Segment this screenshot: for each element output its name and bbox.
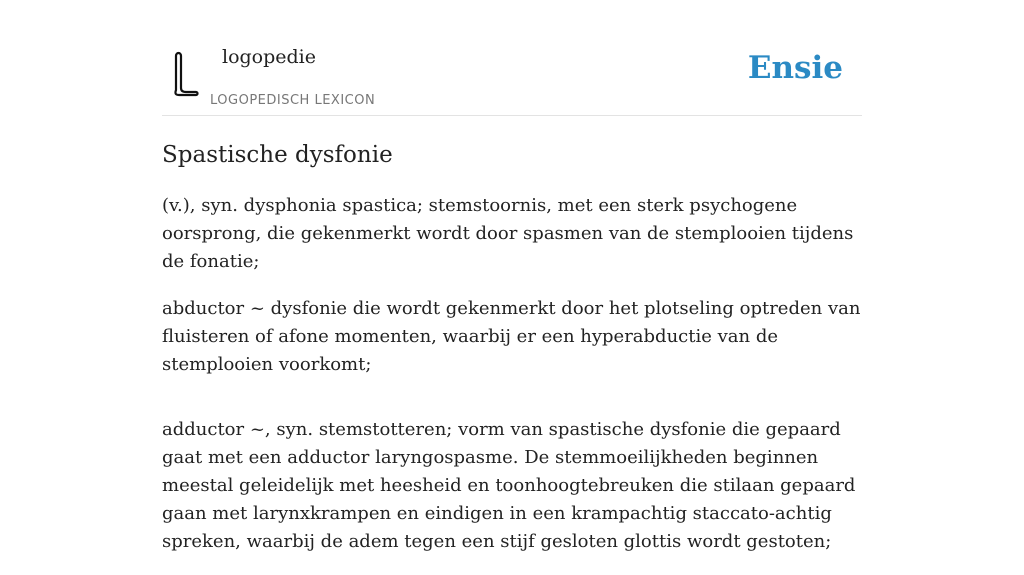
header bbox=[162, 0, 862, 116]
definition-body bbox=[162, 192, 862, 556]
definition-paragraph: (v.), syn. dysphonia spastica; stemstoornis, met een sterk psychogene oorsprong, die gekenmerkt wordt door spasmen van de stemplooien tijdens de fonatie; bbox=[162, 195, 854, 272]
definition-paragraph: adductor ~, syn. stemstotteren; vorm van spastische dysfonie die gepaard gaat met een adductor laryngospasme. De stemmoeilijkheden beginnen meestal geleidelijk met heesheid en toonhoogtebreuken die stilaan gepaard gaan met larynxkrampen en eindigen in een krampachtig staccato-achtig spreken, waarbij de adem tegen een stijf gesloten glottis wordt gestoten; bbox=[162, 419, 856, 552]
site-name-link[interactable]: logopedie bbox=[222, 46, 317, 68]
page bbox=[162, 0, 862, 575]
letter-l-icon[interactable] bbox=[170, 50, 202, 98]
site-subtitle: LOGOPEDISCH LEXICON bbox=[210, 93, 376, 108]
entry-title: Spastische dysfonie bbox=[162, 142, 393, 168]
brand-logo-link[interactable]: Ensie bbox=[747, 50, 843, 86]
definition-paragraph: abductor ~ dysfonie die wordt gekenmerkt door het plotseling optreden van fluisteren of afone momenten, waarbij er een hyperabductie van de stemplooien voorkomt; bbox=[162, 298, 861, 375]
